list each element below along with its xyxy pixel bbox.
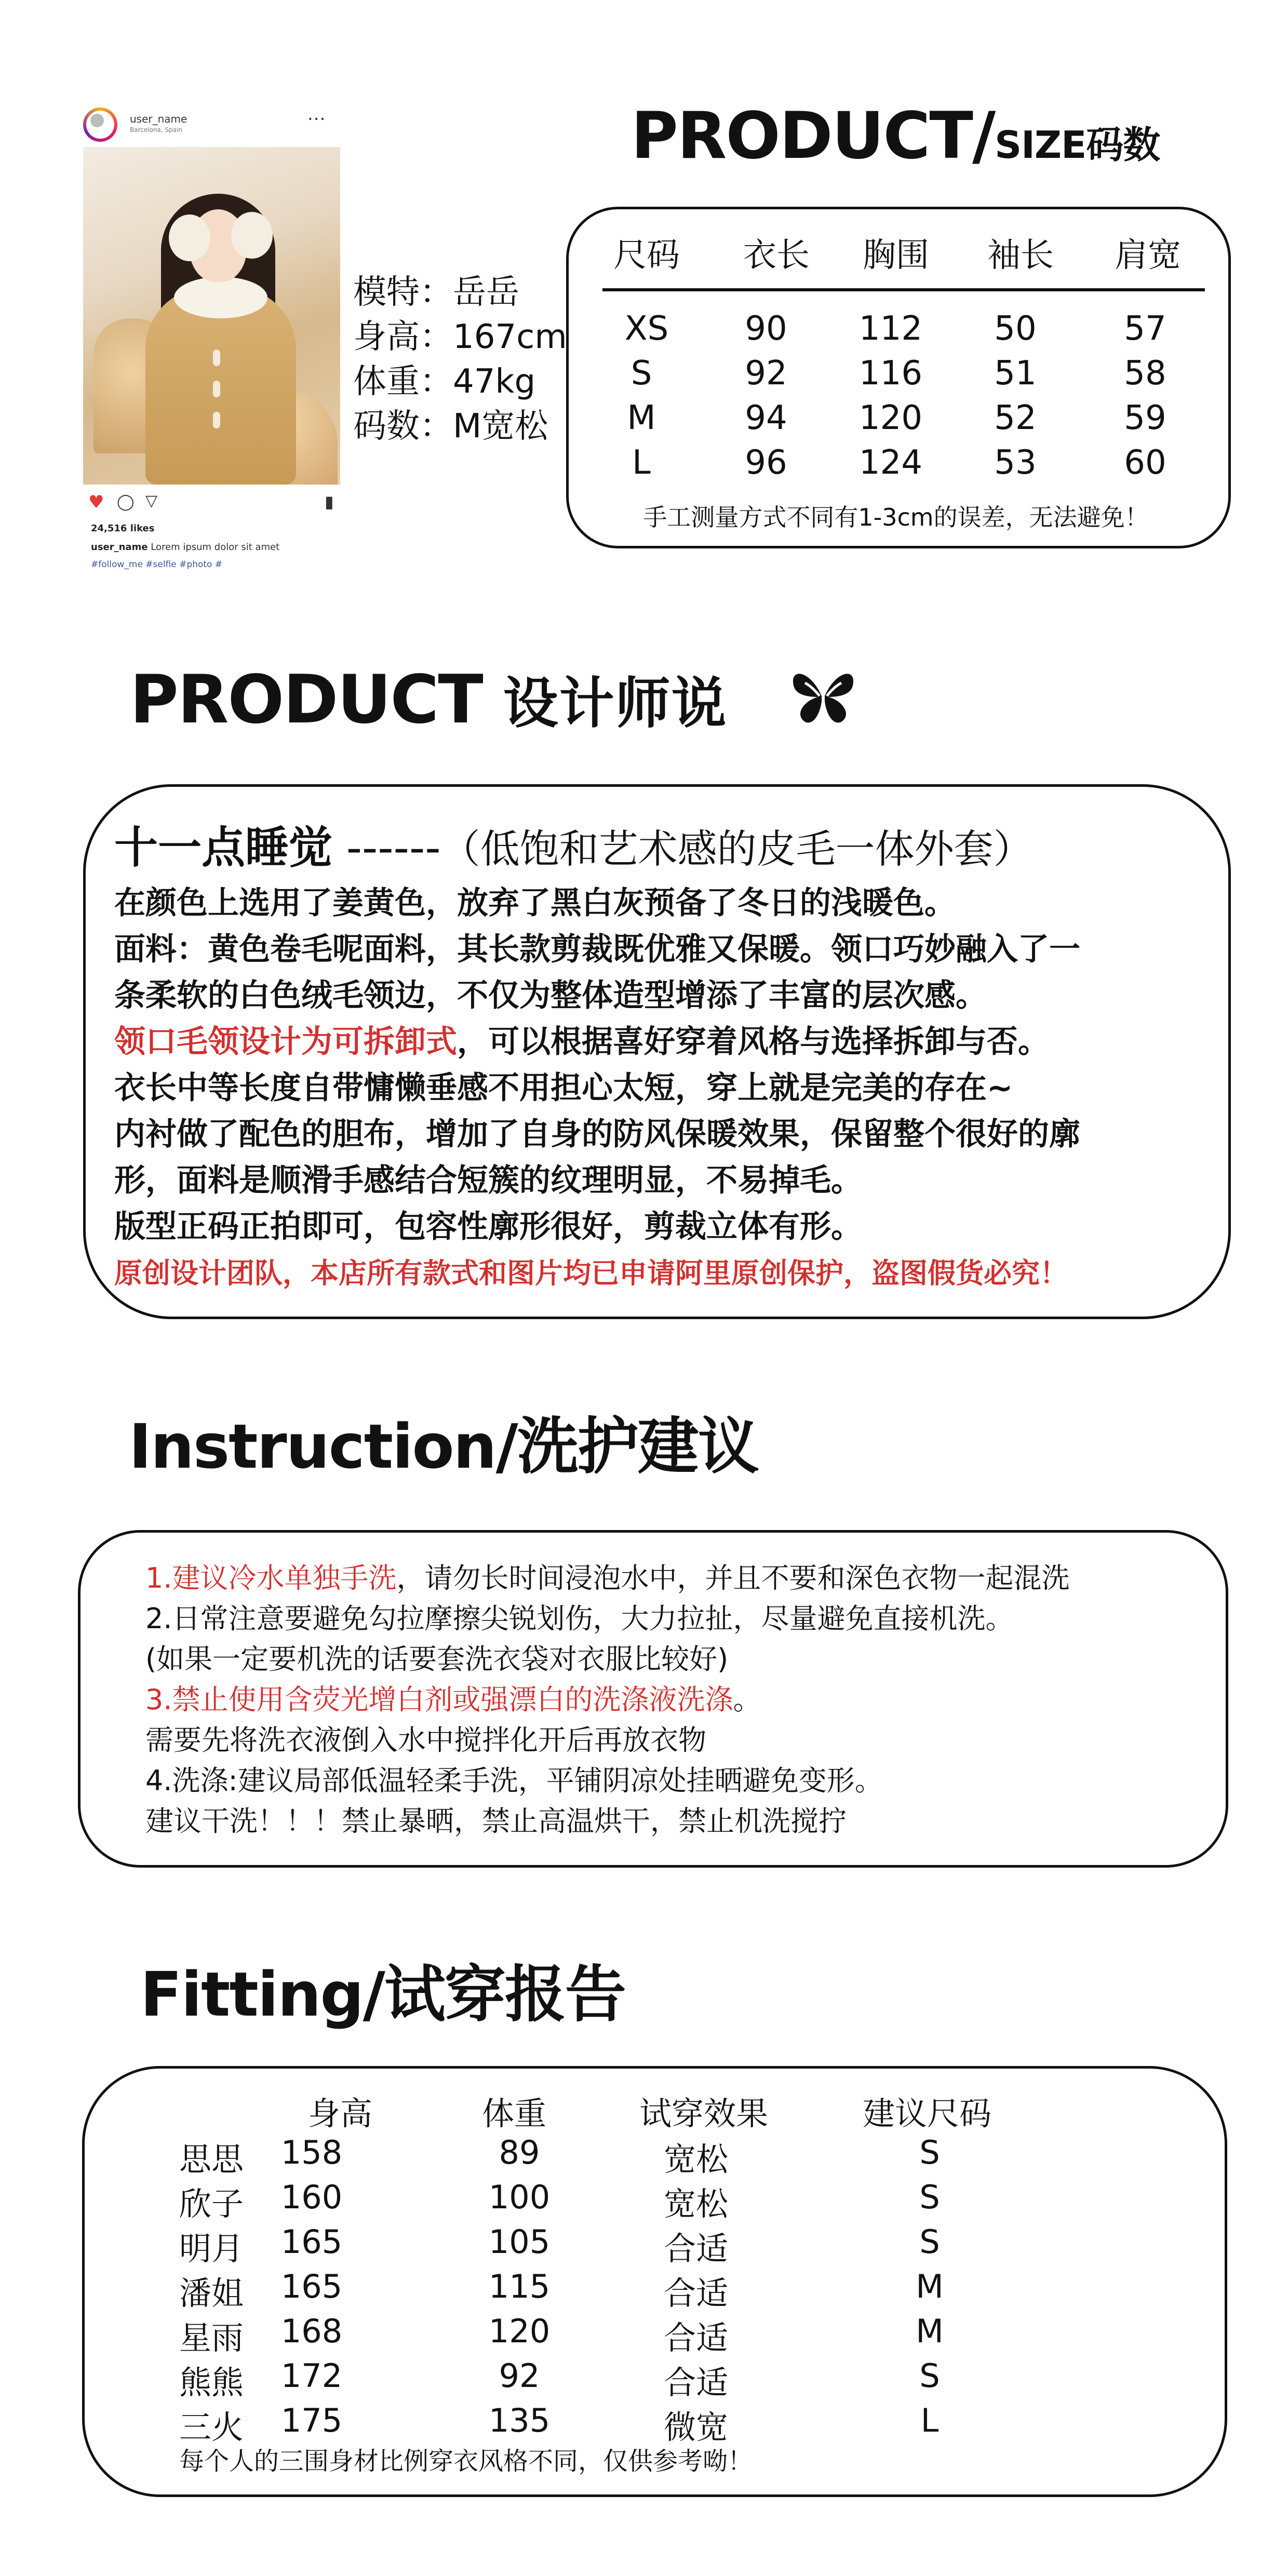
fitting-cell: 165 xyxy=(280,2223,343,2261)
designer-line: 衣长中等长度自带慵懒垂感不用担心太短，穿上就是完美的存在~ xyxy=(114,1070,1013,1106)
fitting-cell: 158 xyxy=(280,2134,343,2171)
fitting-cell: 100 xyxy=(488,2178,551,2216)
size-table-divider xyxy=(602,288,1205,291)
care-line: (如果一定要机洗的话要套洗衣袋对衣服比较好) xyxy=(145,1643,729,1675)
size-header: 袖长 xyxy=(987,236,1054,275)
caption-text: Lorem ipsum dolor sit amet xyxy=(151,542,280,553)
fitting-cell: M xyxy=(916,2268,944,2305)
fitting-name: 星雨 xyxy=(179,2319,244,2357)
social-post-card xyxy=(83,101,343,600)
fitting-name: 欣子 xyxy=(179,2185,244,2223)
copyright-notice: 原创设计团队，本店所有款式和图片均已申请阿里原创保护，盗图假货必究！ xyxy=(114,1257,1068,1290)
size-cell: 112 xyxy=(858,310,923,348)
care-instructions xyxy=(145,1558,1070,1842)
fitting-cell: 合适 xyxy=(663,2364,728,2401)
size-header: 衣长 xyxy=(743,236,810,275)
fitting-note: 每个人的三围身材比例穿衣风格不同，仅供参考呦！ xyxy=(179,2447,753,2476)
likes-count: 24,516 likes xyxy=(91,523,155,534)
fitting-header: 试穿效果 xyxy=(639,2095,768,2132)
fitting-cell: M xyxy=(916,2312,944,2350)
size-cell: XS xyxy=(624,310,669,348)
size-cell: 94 xyxy=(745,399,787,437)
post-location: Barcelona, Spain xyxy=(130,126,183,133)
size-cell: 59 xyxy=(1124,399,1166,437)
size-section-title: PRODUCT/SIZE码数 xyxy=(631,99,1160,173)
more-options-icon[interactable]: ... xyxy=(307,104,326,125)
fitting-name: 潘姐 xyxy=(179,2274,244,2312)
designer-headline: 十一点睡觉 ------（低饱和艺术感的皮毛一体外套） xyxy=(114,822,1033,873)
care-line: 4.洗涤:建议局部低温轻柔手洗，平铺阴凉处挂晒避免变形。 xyxy=(145,1764,883,1797)
fitting-section-title: Fitting/试穿报告 xyxy=(140,1958,625,2030)
care-line: 1.建议冷水单独手洗，请勿长时间浸泡水中，并且不要和深色衣物一起混洗 xyxy=(145,1562,1070,1594)
designer-line: 版型正码正拍即可，包容性廓形很好，剪裁立体有形。 xyxy=(114,1209,862,1245)
model-weight: 体重：47kg xyxy=(353,363,536,401)
size-cell: S xyxy=(630,354,652,393)
instruction-section-title: Instruction/洗护建议 xyxy=(129,1411,758,1482)
designer-line: 领口毛领设计为可拆卸式，可以根据喜好穿着风格与选择拆卸与否。 xyxy=(114,1024,1049,1060)
size-cell: 90 xyxy=(745,310,787,348)
designer-line: 条柔软的白色绒毛领边，不仅为整体造型增添了丰富的层次感。 xyxy=(114,977,987,1014)
designer-description xyxy=(114,880,1215,1296)
bookmark-icon[interactable]: ▮ xyxy=(325,492,334,512)
size-cell: 60 xyxy=(1124,444,1166,482)
fitting-cell: 合适 xyxy=(663,2230,728,2268)
size-cell: 51 xyxy=(994,354,1037,393)
size-cell: 57 xyxy=(1124,310,1166,348)
model-info xyxy=(353,270,567,449)
fitting-cell: 89 xyxy=(499,2134,540,2171)
fitting-cell: 92 xyxy=(499,2357,540,2395)
post-hashtags[interactable]: #follow_me #selfie #photo # xyxy=(91,559,223,570)
care-line: 建议干洗！！！禁止暴晒，禁止高温烘干，禁止机洗搅拧 xyxy=(145,1805,847,1837)
designer-section-title: PRODUCT 设计师说 xyxy=(130,661,728,739)
send-icon[interactable]: ▽ xyxy=(145,492,158,510)
post-caption xyxy=(91,542,279,553)
care-line: 3.禁止使用含荧光增白剂或强漂白的洗涤液洗涤。 xyxy=(145,1683,761,1716)
butterfly-icon xyxy=(789,665,857,727)
designer-line: 在颜色上选用了姜黄色，放弃了黑白灰预备了冬日的浅暖色。 xyxy=(114,885,956,921)
size-cell: L xyxy=(632,444,651,482)
size-cell: 92 xyxy=(745,354,787,393)
size-cell: M xyxy=(627,399,656,437)
designer-line: 形，面料是顺滑手感结合短簇的纹理明显，不易掉毛。 xyxy=(114,1162,862,1199)
fitting-cell: 宽松 xyxy=(663,2185,728,2223)
size-cell: 120 xyxy=(858,399,923,437)
fitting-header: 建议尺码 xyxy=(862,2095,991,2132)
model-size: 码数：M宽松 xyxy=(353,407,548,446)
fitting-name: 三火 xyxy=(179,2408,244,2446)
fitting-cell: 135 xyxy=(488,2401,551,2439)
fitting-header: 体重 xyxy=(481,2095,546,2132)
post-username[interactable]: user_name xyxy=(130,113,187,125)
designer-line: 内衬做了配色的胆布，增加了自身的防风保暖效果，保留整个很好的廓 xyxy=(114,1116,1080,1152)
fitting-cell: 115 xyxy=(488,2268,551,2305)
fitting-cell: 105 xyxy=(488,2223,551,2261)
avatar[interactable] xyxy=(83,108,117,142)
fitting-cell: L xyxy=(920,2401,939,2439)
care-line: 需要先将洗衣液倒入水中搅拌化开后再放衣物 xyxy=(145,1724,706,1756)
post-actions xyxy=(88,492,343,513)
size-cell: 58 xyxy=(1124,354,1166,393)
user-icon xyxy=(90,114,104,127)
fitting-cell: S xyxy=(919,2178,940,2216)
size-cell: 124 xyxy=(858,444,923,482)
fitting-header: 身高 xyxy=(307,2095,372,2132)
fitting-cell: 168 xyxy=(280,2312,343,2350)
model-name: 模特：岳岳 xyxy=(353,273,519,312)
caption-username[interactable]: user_name xyxy=(91,542,148,553)
fitting-cell: S xyxy=(919,2357,940,2395)
fitting-cell: 172 xyxy=(280,2357,343,2395)
size-cell: 116 xyxy=(858,354,923,393)
fitting-cell: 120 xyxy=(488,2312,551,2350)
size-cell: 53 xyxy=(994,444,1037,482)
heart-icon[interactable]: ♥ xyxy=(88,492,104,513)
fitting-cell: 175 xyxy=(280,2401,343,2439)
size-header: 尺码 xyxy=(613,236,680,275)
fitting-cell: 165 xyxy=(280,2268,343,2305)
fitting-cell: 合适 xyxy=(663,2319,728,2357)
size-header: 肩宽 xyxy=(1115,236,1181,275)
fitting-cell: S xyxy=(919,2134,940,2171)
size-cell: 52 xyxy=(994,399,1037,437)
model-height: 身高：167cm xyxy=(353,318,567,356)
designer-line: 面料：黄色卷毛呢面料，其长款剪裁既优雅又保暖。领口巧妙融入了一 xyxy=(114,931,1080,968)
size-cell: 50 xyxy=(994,310,1037,348)
size-cell: 96 xyxy=(745,444,787,482)
fitting-name: 思思 xyxy=(179,2140,244,2178)
fitting-cell: 宽松 xyxy=(663,2140,728,2178)
care-line: 2.日常注意要避免勾拉摩擦尖锐划伤，大力拉扯，尽量避免直接机洗。 xyxy=(145,1602,1014,1635)
fitting-cell: 160 xyxy=(280,2178,343,2216)
fitting-cell: S xyxy=(919,2223,940,2261)
fitting-name: 明月 xyxy=(179,2230,244,2268)
fitting-cell: 微宽 xyxy=(663,2408,728,2446)
size-header: 胸围 xyxy=(863,236,929,275)
comment-icon[interactable]: ◯ xyxy=(117,493,135,511)
size-note: 手工测量方式不同有1-3cm的误差，无法避免！ xyxy=(643,503,1149,531)
fitting-name: 熊熊 xyxy=(179,2364,244,2401)
post-photo xyxy=(83,147,340,485)
fitting-cell: 合适 xyxy=(663,2274,728,2312)
